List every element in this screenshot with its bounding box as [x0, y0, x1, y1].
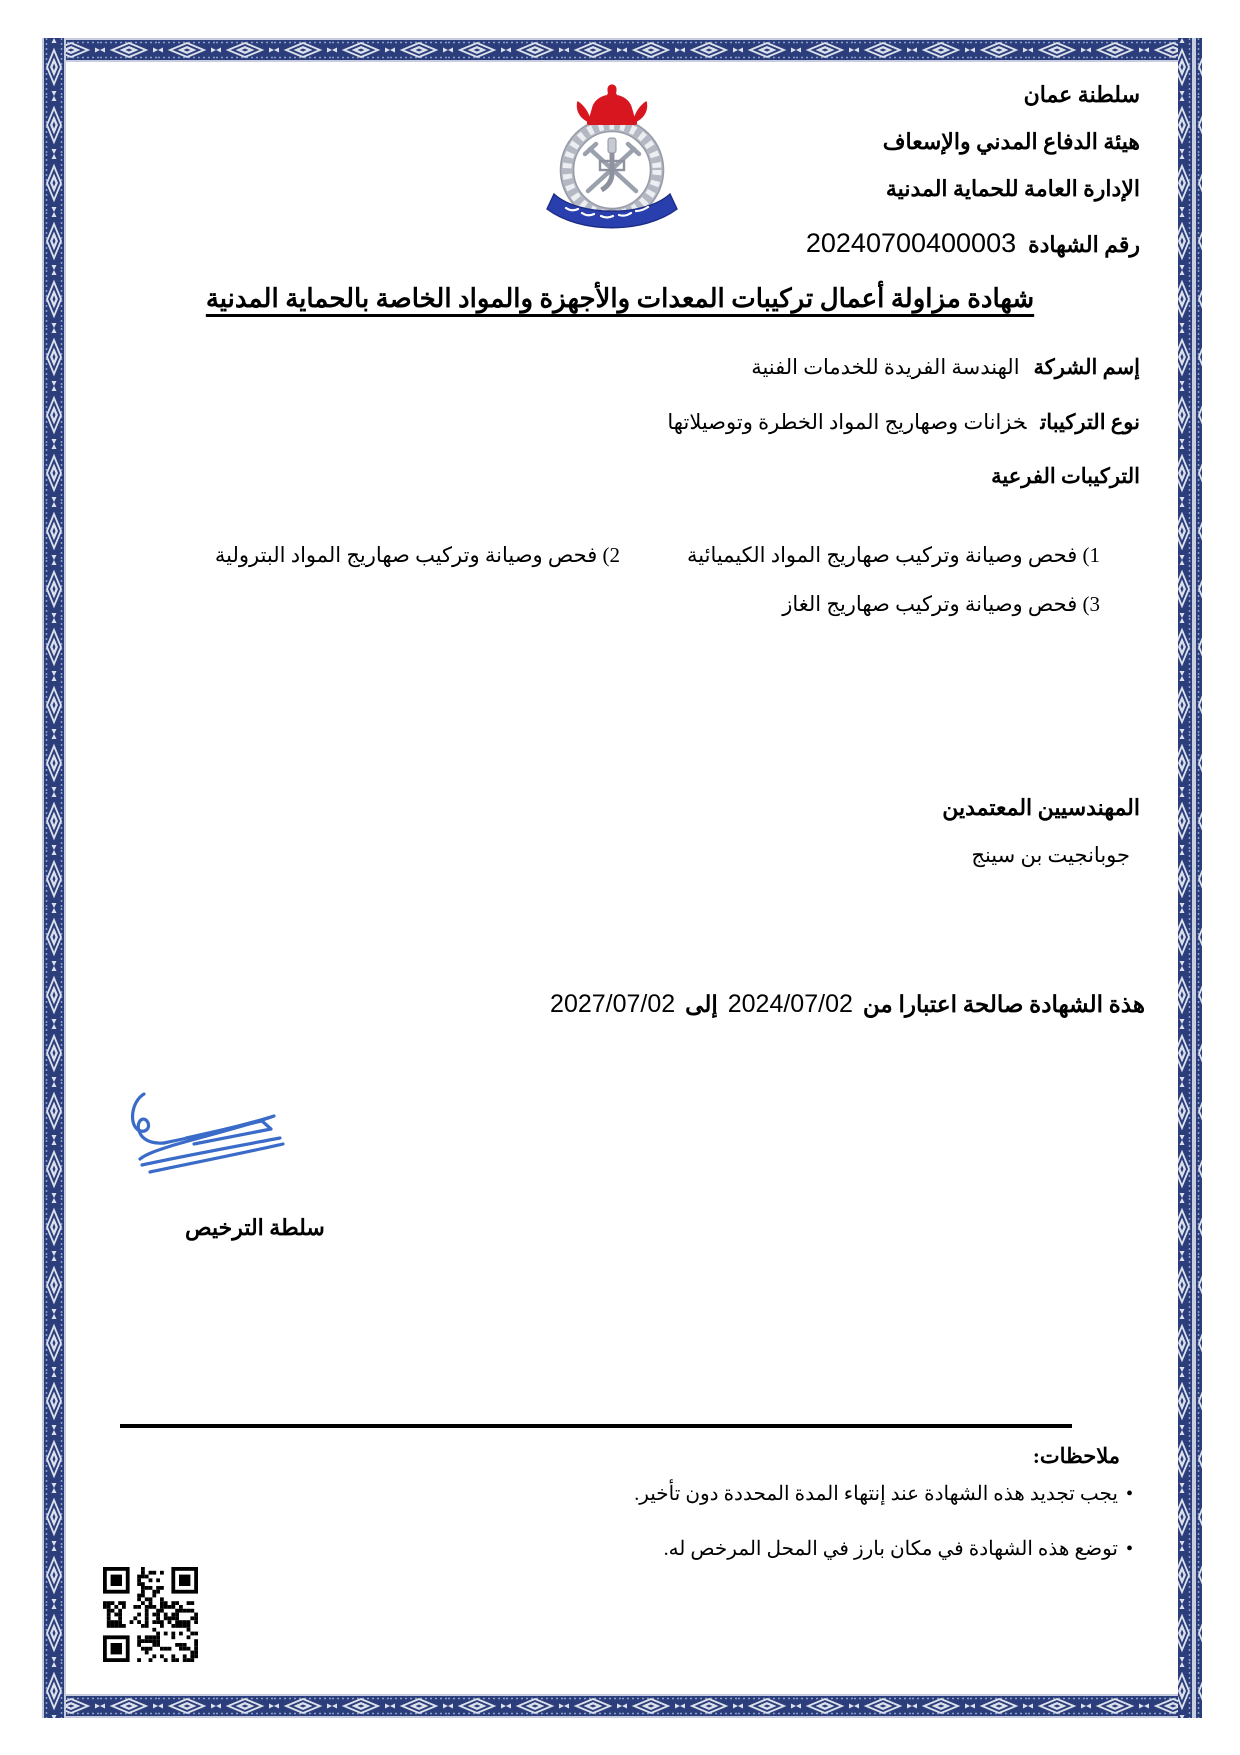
sub-installation-item: 1) فحص وصيانة وتركيب صهاريج المواد الكيميائية — [687, 543, 1100, 567]
certificate-number-label: رقم الشهادة — [1028, 232, 1140, 257]
validity-to-date: 2027/07/02 — [550, 990, 676, 1018]
approved-engineers-label: المهندسيين المعتمدين — [942, 795, 1140, 820]
validity-from-date: 2024/07/02 — [727, 990, 853, 1018]
certificate-number-line — [806, 228, 1140, 259]
certificate-title: شهادة مزاولة أعمال تركيبات المعدات والأجهزة والمواد الخاصة بالحماية المدنية — [205, 284, 1035, 313]
directorate-name: الإدارة العامة للحماية المدنية — [885, 176, 1140, 201]
sub-installation-item: 3) فحص وصيانة وتركيب صهاريج الغاز — [782, 592, 1100, 616]
licensing-authority-label: سلطة الترخيص — [185, 1215, 325, 1240]
country-name: سلطنة عمان — [1023, 82, 1140, 107]
note-text: يجب تجديد هذه الشهادة عند إنتهاء المدة المحددة دون تأخير. — [634, 1483, 1118, 1505]
sub-installations-list — [140, 543, 1100, 617]
installations-type-value: خزانات وصهاريج المواد الخطرة وتوصيلاتها — [667, 410, 1027, 434]
handwritten-signature-icon — [128, 1088, 298, 1193]
oman-civil-defence-emblem-icon — [524, 78, 700, 236]
authority-name: هيئة الدفاع المدني والإسعاف — [882, 129, 1140, 154]
validity-statement — [540, 990, 1145, 1019]
bullet: • — [1125, 1538, 1133, 1560]
separator-line — [120, 1424, 1072, 1428]
sub-installations-label: التركيبات الفرعية — [991, 464, 1140, 488]
installations-type-label: نوع التركيبات — [1040, 410, 1140, 434]
engineer-name: جوبانجيت بن سينج — [971, 843, 1130, 867]
validity-text-between: إلى — [685, 992, 718, 1017]
company-name-line — [751, 355, 1140, 380]
notes-label: ملاحظات: — [1032, 1444, 1120, 1468]
installations-type-line — [667, 410, 1140, 435]
note-item — [634, 1481, 1133, 1506]
bullet: • — [1125, 1483, 1133, 1505]
company-name-value: الهندسة الفريدة للخدمات الفنية — [751, 355, 1020, 379]
sub-installation-item: 2) فحص وصيانة وتركيب صهاريج المواد البترولية — [214, 543, 620, 567]
note-text: توضع هذه الشهادة في مكان بارز في المحل المرخص له. — [663, 1538, 1118, 1560]
certificate-number: 20240700400003 — [805, 228, 1017, 258]
qr-code-icon — [103, 1567, 198, 1662]
note-item — [664, 1536, 1133, 1561]
company-name-label: إسم الشركة — [1033, 355, 1140, 379]
validity-text-before: هذة الشهادة صالحة اعتبارا من — [862, 992, 1145, 1017]
